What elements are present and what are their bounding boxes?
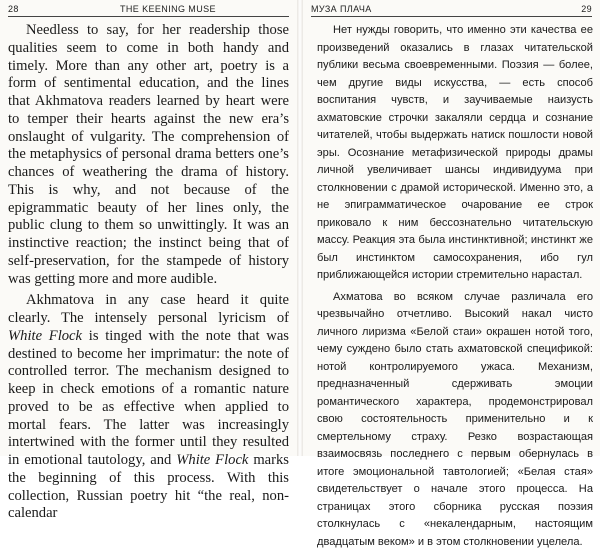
paragraph <box>317 22 593 285</box>
left-page-number: 28 <box>8 4 19 15</box>
italic-title-run: White Flock <box>176 452 248 468</box>
text-run: Нет нужды говорить, что именно эти качества ее произведений оказались в глазах читательской публики весьма своевременными. Поэзия — более, чем другие виды искусства, — есть способ воспитания чувств, и заучиваемые наизусть ахматовские строчки закаляли сердца и сознание читателей, чтобы выдержать натиск пошлости новой эры. Осознание метафизической природы драмы личной увеличивает шансы индивидуума при столкновении с драмой исторической. Именно это, а не эпиграмматическое очарование ее строк приковало к ним бессознательно читательскую массу. Реакция эта была инстинктивной; инстинкт же был инстинктом самосохранения, ибо гул приближающейся истории стремительно нарастал. <box>317 24 593 281</box>
paragraph <box>317 289 593 551</box>
english-body-text <box>8 22 289 523</box>
right-page <box>303 0 600 456</box>
text-run: Ахматова во всяком случае различала его чрезвычайно отчетливо. Высокий накал чисто личного лиризма «Белой стаи» окрашен нотой того, чему суждено было стать ахматовской спецификой: нотой контролируемого ужаса. Механизм, предназначенный сдерживать эмоции романтического характера, продемонстрировал свою состоятельность применительно и к смертельному страху. Резко возрастающая взаимосвязь последнего с первым обернулась в итоге эмоциональной тавтологией; «Белая стая» свидетельствует о начале этого процесса. На страницах этого сборника русская поэзия столкнулась с «некалендарным, настоящим двадцатым веком» и в этом столкновении уцелела. <box>317 291 593 548</box>
italic-title-run: White Flock <box>8 328 82 344</box>
text-run: Akhmatova in any case heard it quite clearly. The intensely personal lyricism of <box>8 292 289 326</box>
text-run: is tinged with the note that was destined to become her imprimatur: the note of controlled terror. The mechanism designed to keep in check emotions of a romantic nature proved to be as effective when applied to mortal fears. The latter was increasingly intertwined with the former until they resulted in emotional tautology, and <box>8 328 289 468</box>
left-running-head <box>8 4 289 17</box>
right-page-number: 29 <box>581 4 592 15</box>
left-page <box>0 0 297 456</box>
text-run: Needless to say, for her readership those qualities seem to come in both handy and timely. More than any other art, poetry is a form of sentimental education, and the lines that Akhmatova readers learned by heart were to temper their hearts against the new era’s onslaught of vulgarity. The comprehension of the metaphysics of personal drama betters one’s chances of weathering the drama of history. This is why, and not because of the epigrammatic beauty of her lines only, the public clung to them so unwittingly. It was an instinctive reaction; the instinct being that of self-preservation, for the stampede of history was getting more and more audible. <box>8 22 289 287</box>
paragraph <box>8 22 289 288</box>
text-run: marks the beginning of this process. With this collection, Russian poetry hit “the real, non-calendar <box>8 452 289 521</box>
russian-body-text <box>317 22 593 551</box>
right-running-head <box>311 4 592 17</box>
paragraph <box>8 292 289 523</box>
right-running-title: МУЗА ПЛАЧА <box>311 4 372 15</box>
left-running-title: THE KEENING MUSE <box>120 4 216 15</box>
